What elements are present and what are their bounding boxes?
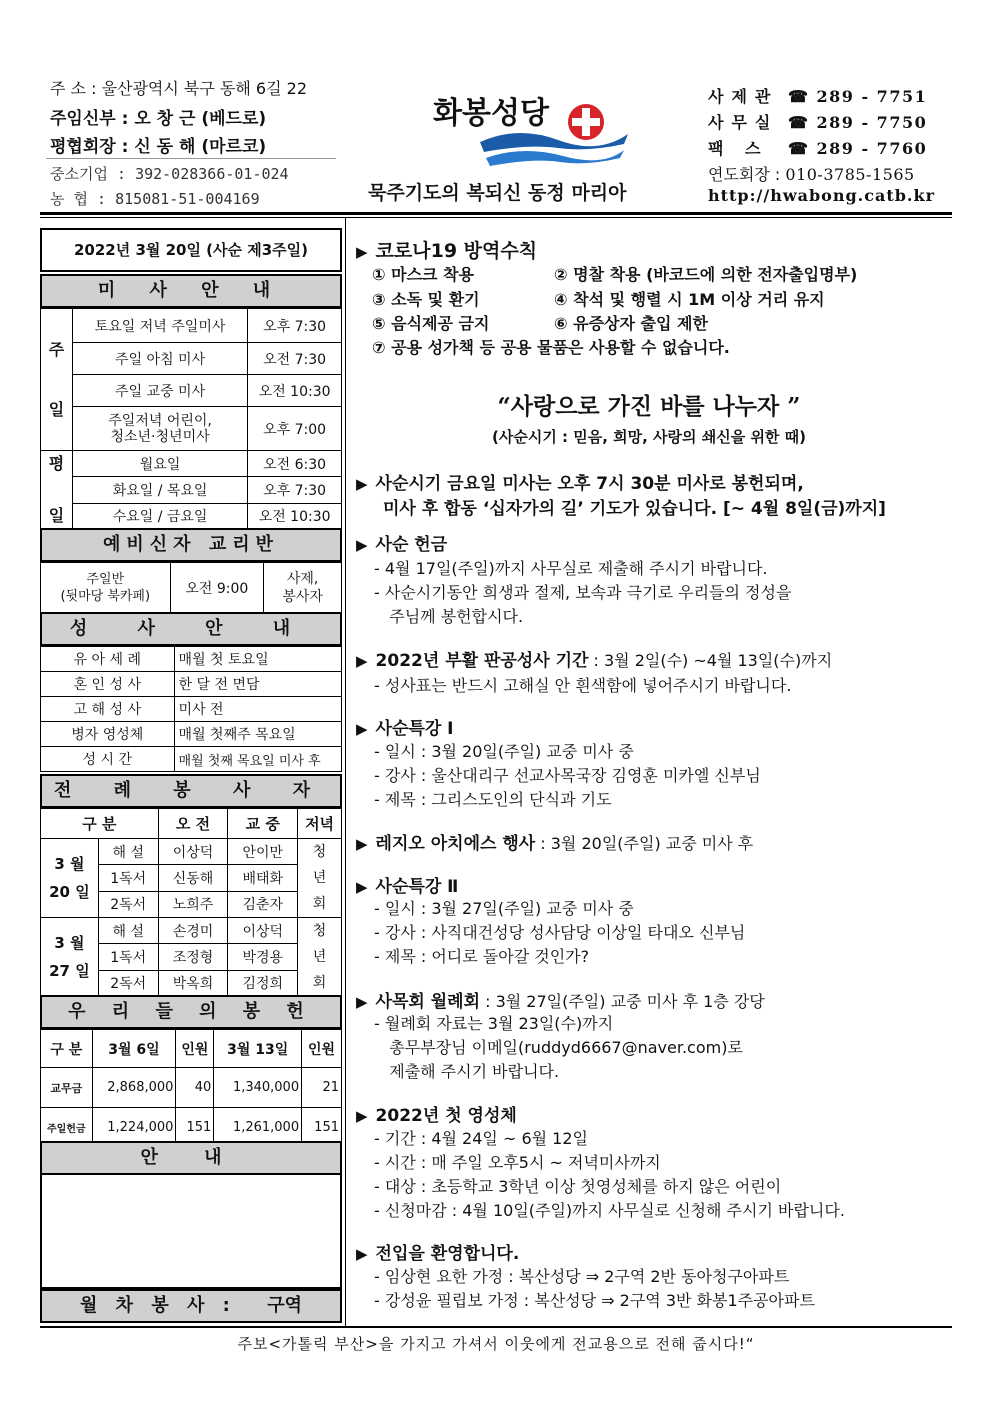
contact-rectory: 사제관 ☎ 289 - 7751: [708, 87, 928, 106]
header-rule-top: [40, 212, 952, 215]
offering-col-header: 인원: [302, 1030, 342, 1068]
covid-item: ⑥ 유증상자 출입 제한: [554, 314, 708, 333]
lecture1-line: - 일시 : 3월 20일(주일) 교중 미사 중: [374, 742, 634, 761]
bulletin-date: 2022년 3월 20일 (사순 제3주일): [40, 228, 342, 272]
server-morning: 손경미: [158, 918, 228, 944]
offering-value: 1,340,000: [214, 1068, 302, 1108]
server-col-header: 오 전: [158, 809, 228, 839]
sacrament-when: 한 달 전 면담: [174, 672, 341, 697]
sacrament-name: 유 아 세 례: [41, 647, 175, 672]
offering-value: 1,224,000: [92, 1108, 176, 1148]
server-header: 전 례 봉 사 자: [40, 774, 342, 808]
mass-name: 화요일 / 목요일: [72, 477, 247, 503]
legio-event: ▶ 레지오 아치에스 행사 : 3월 20일(주일) 교중 미사 후: [356, 834, 754, 854]
offering-col-header: 3월 13일: [214, 1030, 302, 1068]
lecture1-line: - 제목 : 그리스도인의 단식과 기도: [374, 790, 612, 809]
offering-label: 교무금: [41, 1068, 93, 1108]
lent-mass-note: ▶ 사순시기 금요일 미사는 오후 7시 30분 미사로 봉헌되며,: [356, 474, 804, 494]
communion-line: - 시간 : 매 주일 오후5시 ~ 저녁미사까지: [374, 1153, 661, 1172]
lent-mass-note-2: 미사 후 합동 ‘십자가의 길’ 기도가 있습니다. [~ 4월 8일(금)까지]: [383, 499, 886, 519]
catechumen-teacher: 사제, 봉사자: [264, 563, 342, 613]
server-col-header: 구 분: [41, 809, 159, 839]
mass-header: 미 사 안 내: [40, 274, 342, 308]
first-communion-title: ▶ 2022년 첫 영성체: [356, 1106, 517, 1126]
covid-item: ② 명찰 착용 (바코드에 의한 전자출입명부): [554, 265, 858, 284]
sacrament-when: 미사 전: [174, 697, 341, 722]
patron-title: 묵주기도의 복되신 동정 마리아: [368, 182, 627, 204]
sacrament-header: 성 사 안 내: [40, 612, 342, 646]
council-line: 평협회장 : 신 동 해 (마르코): [50, 137, 267, 157]
contact-fax: 팩 스 ☎ 289 - 7760: [708, 139, 928, 158]
council-meeting: ▶ 사목회 월례회 : 3월 27일(주일) 교중 미사 후 1층 강당: [356, 992, 765, 1012]
offering-header: 우 리 들 의 봉 헌: [40, 995, 342, 1029]
server-role: 2독서: [98, 891, 158, 917]
mass-time: 오후 7:30: [248, 309, 342, 343]
welcome-line: - 임상현 요한 가정 : 복산성당 ⇒ 2구역 2반 동아청구아파트: [374, 1267, 790, 1286]
sacrament-name: 병자 영성체: [41, 722, 175, 747]
offering-col-header: 구 분: [41, 1030, 93, 1068]
mass-name: 주일저녁 어린이, 청소년·청년미사: [72, 407, 247, 451]
server-col-header: 교 중: [228, 809, 298, 839]
server-role: 1독서: [98, 944, 158, 970]
offering-count: 40: [176, 1068, 214, 1108]
lent-motto-sub: (사순시기 : 믿음, 희망, 사랑의 쇄신을 위한 때): [492, 428, 806, 446]
offering-col-header: 3월 6일: [92, 1030, 176, 1068]
welcome-title: ▶ 전입을 환영합니다.: [356, 1244, 520, 1264]
contact-office: 사무실 ☎ 289 - 7750: [708, 113, 928, 132]
server-role: 1독서: [98, 865, 158, 891]
mass-time: 오전 7:30: [248, 343, 342, 375]
communion-line: - 기간 : 4월 24일 ~ 6월 12일: [374, 1129, 588, 1148]
covid-item: ① 마스크 착용: [372, 265, 474, 284]
server-main: 김춘자: [228, 891, 298, 917]
server-main: 김정희: [228, 970, 298, 996]
lent-offering-line: - 4월 17일(주일)까지 사무실로 제출해 주시기 바랍니다.: [374, 559, 768, 578]
sacrament-name: 고 해 성 사: [41, 697, 175, 722]
lecture1-line: - 강사 : 울산대리구 선교사목국장 김영훈 미카엘 신부님: [374, 766, 761, 785]
sacrament-when: 매월 첫째주 목요일: [174, 722, 341, 747]
easter-confession: ▶ 2022년 부활 판공성사 기간 : 3월 2일(수) ~4월 13일(수)까지: [356, 651, 833, 671]
covid-item: ④ 착석 및 행렬 시 1M 이상 거리 유지: [554, 290, 825, 309]
header-divider: [46, 158, 336, 159]
server-morning: 노희주: [158, 891, 228, 917]
server-role: 해 설: [98, 918, 158, 944]
mass-table: [40, 308, 342, 530]
bank2-line: 농 협 : 815081-51-004169: [50, 190, 260, 208]
lecture2-line: - 일시 : 3월 27일(주일) 교중 미사 중: [374, 899, 634, 918]
server-morning: 조정형: [158, 944, 228, 970]
sunday-label: 주 일: [41, 309, 73, 451]
council-line: 총무부장님 이메일(ruddyd6667@naver.com)로: [374, 1038, 743, 1057]
offering-count: 21: [302, 1068, 342, 1108]
offering-col-header: 인원: [176, 1030, 214, 1068]
lecture2-line: - 강사 : 사직대건성당 성사담당 이상일 타대오 신부님: [374, 923, 746, 942]
footer-message: 주보<가톨릭 부산>을 가지고 가셔서 이웃에게 전교용으로 전해 줍시다!“: [237, 1335, 755, 1353]
offering-value: 1,261,000: [214, 1108, 302, 1148]
server-main: 안이만: [228, 839, 298, 865]
pastor-line: 주임신부 : 오 창 근 (베드로): [50, 109, 267, 129]
footer-rule: [40, 1326, 952, 1328]
server-morning: 박옥희: [158, 970, 228, 996]
server-morning: 이상덕: [158, 839, 228, 865]
offering-table: [40, 1029, 342, 1148]
sacrament-name: 성 시 간: [41, 747, 175, 772]
catechumen-time: 오전 9:00: [170, 563, 264, 613]
council-line: - 월례회 자료는 3월 23일(수)까지: [374, 1014, 614, 1033]
column-divider: [345, 218, 346, 1326]
website-link[interactable]: http://hwabong.catb.kr: [708, 186, 935, 205]
covid-item: ③ 소독 및 환기: [372, 290, 480, 309]
mass-time: 오전 10:30: [248, 375, 342, 407]
council-line: 제출해 주시기 바랍니다.: [374, 1062, 560, 1081]
communion-line: - 대상 : 초등학교 3학년 이상 첫영성체를 하지 않은 어린이: [374, 1177, 782, 1196]
easter-line: - 성사표는 반드시 고해실 안 흰색함에 넣어주시기 바랍니다.: [374, 676, 792, 695]
monthly-service: 월 차 봉 사 : 구역: [40, 1289, 342, 1323]
covid-item: ⑦ 공용 성가책 등 공용 물품은 사용할 수 없습니다.: [372, 338, 730, 357]
server-date: 3 월 27 일: [41, 918, 99, 997]
mass-time: 오후 7:30: [248, 477, 342, 503]
lent-offering-title: ▶ 사순 헌금: [356, 535, 448, 555]
mass-time: 오전 6:30: [248, 451, 342, 477]
church-logo-icon: [478, 100, 628, 175]
lent-offering-line: - 사순시기동안 희생과 절제, 보속과 극기로 우리들의 정성을: [374, 583, 792, 602]
lecture2-line: - 제목 : 어디로 돌아갈 것인가?: [374, 947, 590, 966]
header-rule-bottom: [40, 217, 952, 218]
covid-title: ▶ 코로나19 방역수칙: [356, 240, 538, 262]
server-morning: 신동해: [158, 865, 228, 891]
offering-value: 2,868,000: [92, 1068, 176, 1108]
mass-time: 오전 10:30: [248, 503, 342, 529]
church-name: 화봉성당: [433, 96, 549, 131]
server-col-header: 저녁: [298, 809, 342, 839]
lent-offering-line: 주님께 봉헌합시다.: [374, 607, 524, 626]
server-role: 해 설: [98, 839, 158, 865]
server-table: [40, 808, 342, 997]
sacrament-table: [40, 646, 342, 772]
notice-box: [40, 1175, 342, 1289]
mass-name: 주일 교중 미사: [72, 375, 247, 407]
sacrament-name: 혼 인 성 사: [41, 672, 175, 697]
server-role: 2독서: [98, 970, 158, 996]
contact-yeondo: 연도회장 : 010-3785-1565: [708, 165, 915, 184]
mass-name: 수요일 / 금요일: [72, 503, 247, 529]
catechumen-table: [40, 562, 342, 613]
server-main: 박경용: [228, 944, 298, 970]
lecture2-title: ▶ 사순특강 Ⅱ: [356, 877, 459, 897]
offering-count: 151: [302, 1108, 342, 1148]
offering-label: 주일헌금: [41, 1108, 93, 1148]
sacrament-when: 매월 첫 토요일: [174, 647, 341, 672]
server-main: 이상덕: [228, 918, 298, 944]
server-date: 3 월 20 일: [41, 839, 99, 918]
mass-time: 오후 7:00: [248, 407, 342, 451]
server-evening: 청 년 회: [298, 918, 342, 997]
communion-line: - 신청마감 : 4월 10일(주일)까지 사무실로 신청해 주시기 바랍니다.: [374, 1201, 845, 1220]
address-line: 주 소 : 울산광역시 북구 동해 6길 22: [50, 79, 308, 98]
server-evening: 청 년 회: [298, 839, 342, 918]
covid-item: ⑤ 음식제공 금지: [372, 314, 490, 333]
catechumen-header: 예비신자 교리반: [40, 528, 342, 562]
server-main: 배태화: [228, 865, 298, 891]
notice-header: 안 내: [40, 1141, 342, 1175]
mass-name: 월요일: [72, 451, 247, 477]
welcome-line: - 강성윤 필립보 가정 : 복산성당 ⇒ 2구역 3반 화봉1주공아파트: [374, 1291, 815, 1310]
sacrament-when: 매월 첫째 목요일 미사 후: [174, 747, 341, 772]
bank1-line: 중소기업 : 392-028366-01-024: [50, 165, 289, 183]
mass-name: 주일 아침 미사: [72, 343, 247, 375]
mass-name: 토요일 저녁 주일미사: [72, 309, 247, 343]
weekday-label: 평 일: [41, 451, 73, 530]
lent-motto: “사랑으로 가진 바를 나누자 ”: [497, 393, 801, 420]
lecture1-title: ▶ 사순특강 Ⅰ: [356, 719, 454, 739]
catechumen-class: 주일반 (뒷마당 북카페): [41, 563, 171, 613]
offering-count: 151: [176, 1108, 214, 1148]
